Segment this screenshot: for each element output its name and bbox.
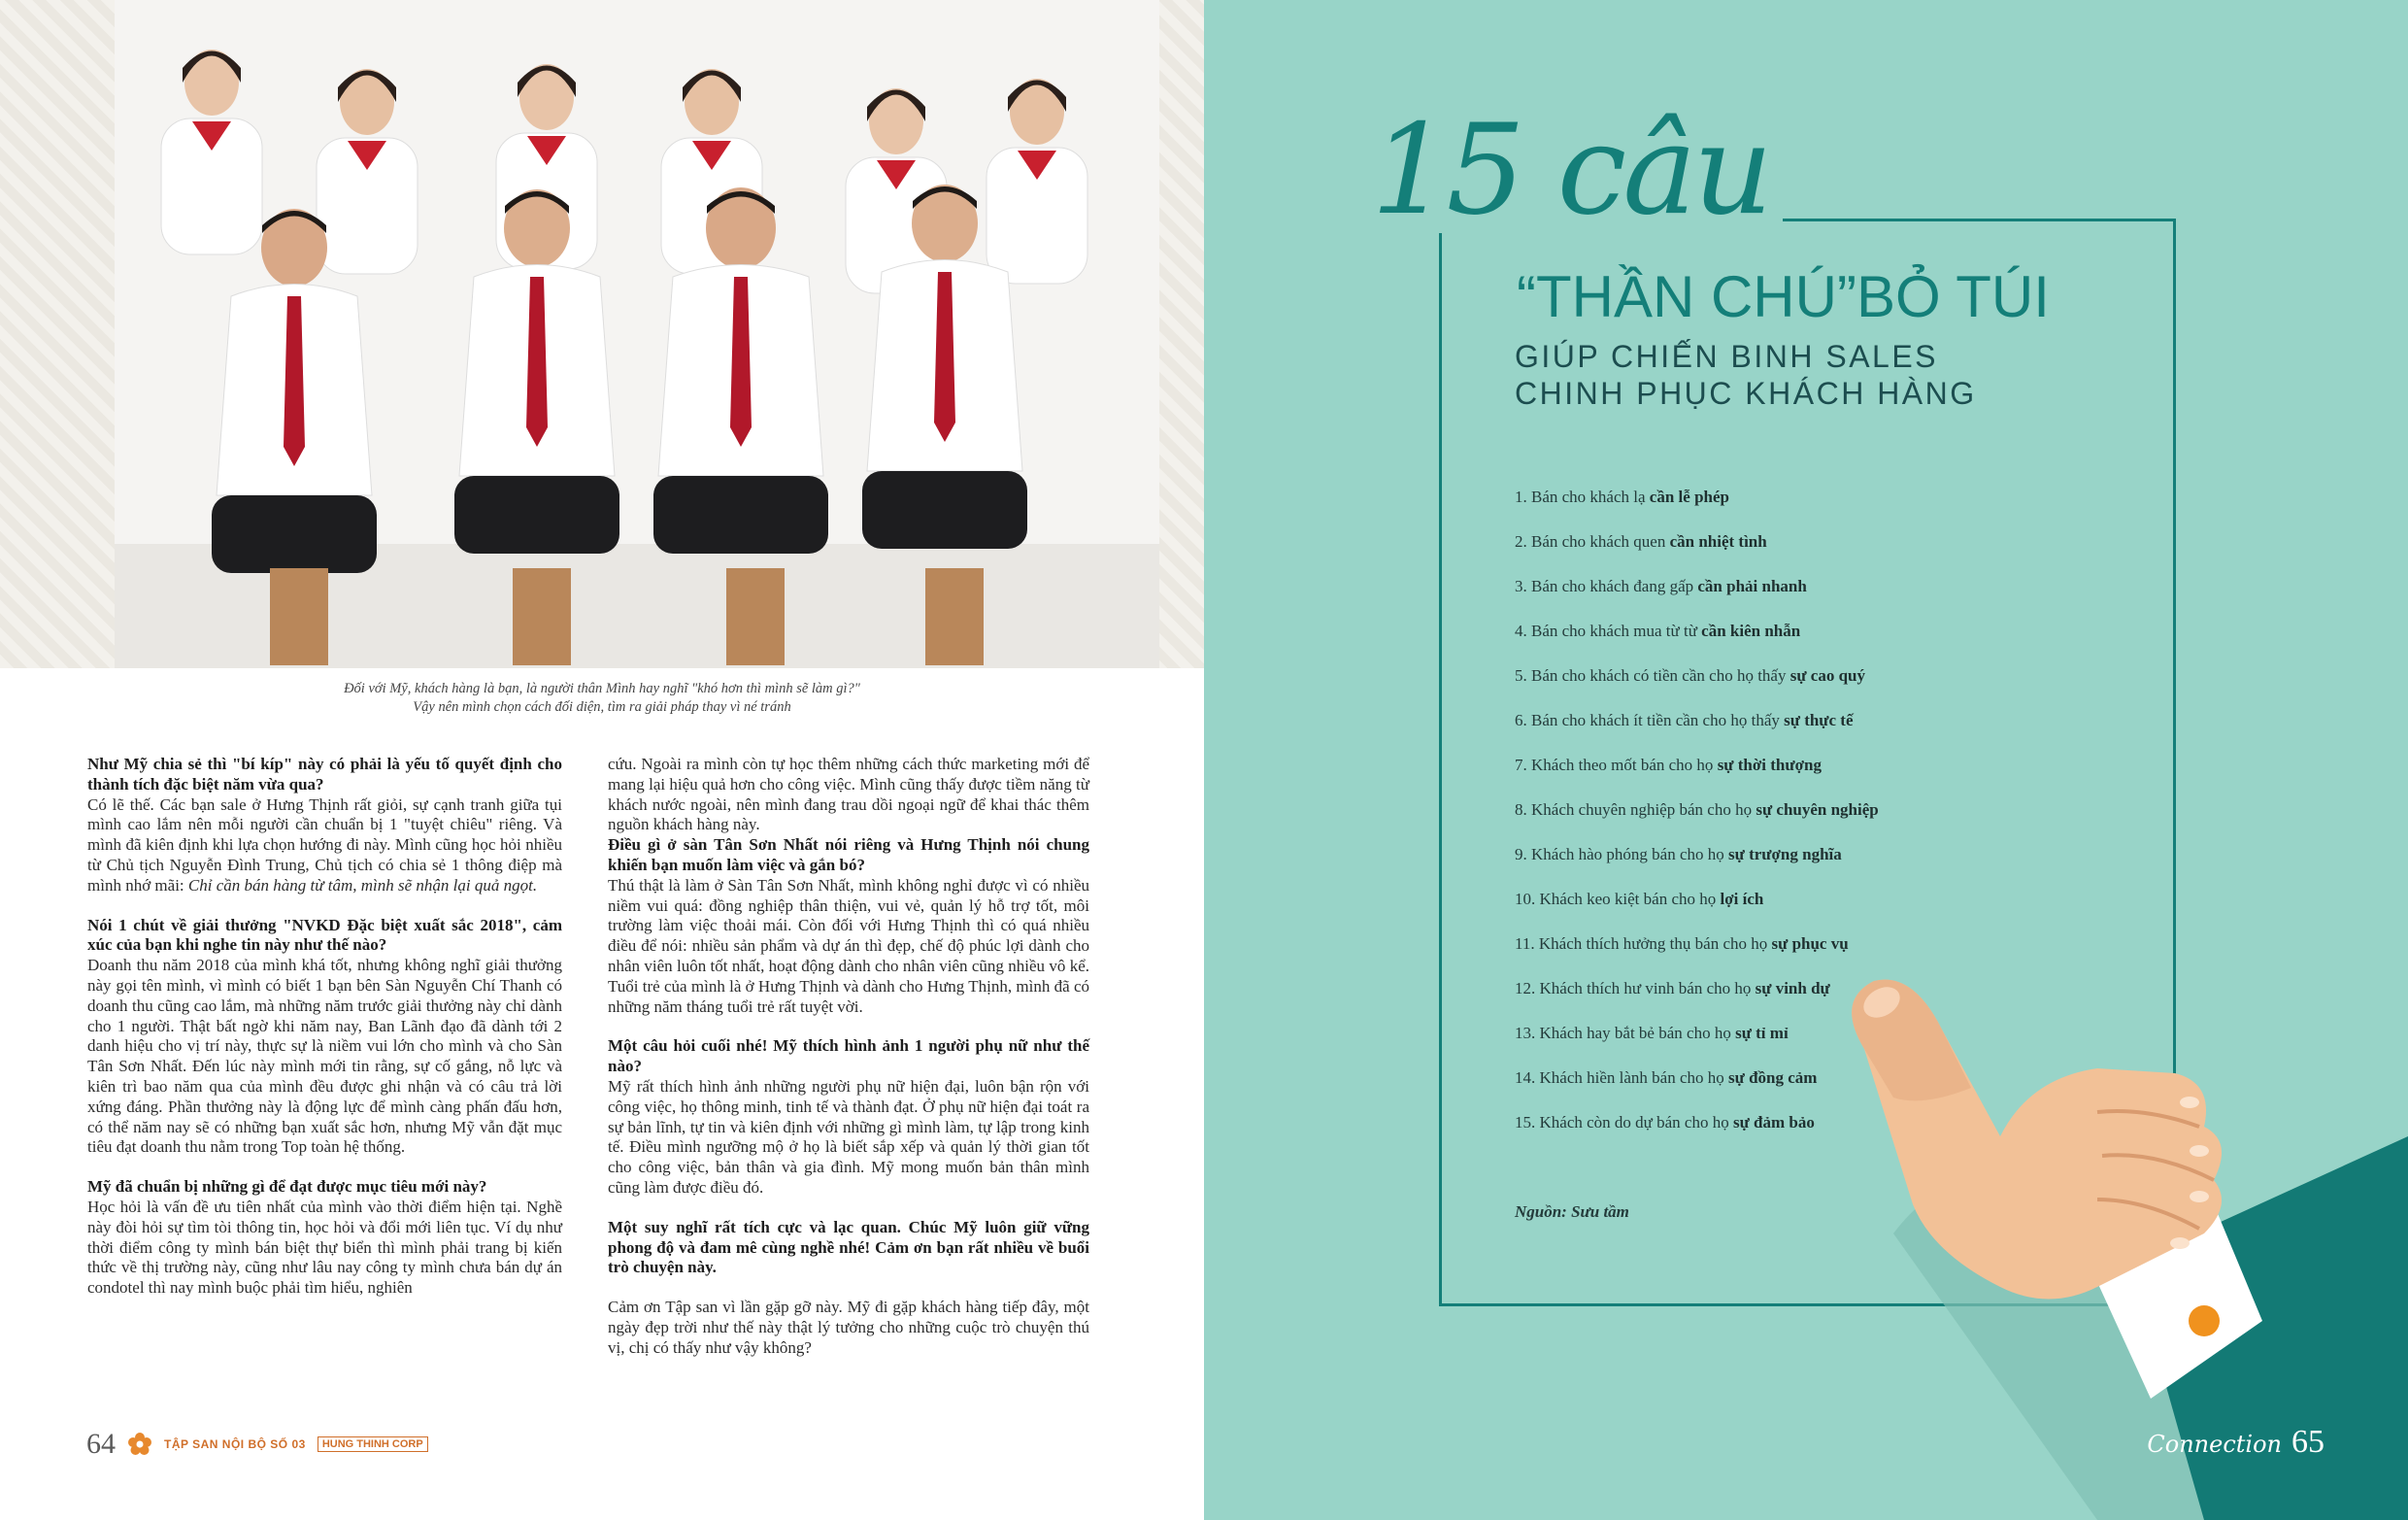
closing-statement: Một suy nghĩ rất tích cực và lạc quan. Chúc Mỹ luôn giữ vững phong độ và đam mê cùng nghề nhé! Cảm ơn bạn rất nhiều về buổi trò chuyện này. <box>608 1217 1089 1277</box>
question-5: Một câu hỏi cuối nhé! Mỹ thích hình ảnh 1 người phụ nữ như thế nào? <box>608 1036 1089 1076</box>
tip-prefix: 11. Khách thích hưởng thụ bán cho họ <box>1515 934 1772 953</box>
right-page <box>1204 0 2408 1520</box>
question-2: Nói 1 chút về giải thưởng "NVKD Đặc biệt xuất sắc 2018", cảm xúc của bạn khi nghe tin này như thế nào? <box>87 915 562 955</box>
tip-item <box>1515 709 2097 754</box>
tip-prefix: 2. Bán cho khách quen <box>1515 532 1670 551</box>
tip-prefix: 10. Khách keo kiệt bán cho họ <box>1515 890 1721 908</box>
tip-highlight: sự đồng cảm <box>1728 1068 1818 1087</box>
answer-3: Học hỏi là vấn đề ưu tiên nhất của mình vào thời điểm hiện tại. Nghề này đòi hỏi sự tìm tòi thông tin, học hỏi và đổi mới liên tục. Ví dụ như thời điểm công ty mình bán biệt thự biển thì mình phải trang bị kiến thức về thị trường này, cũng như lâu nay công ty mình chưa bán dự án condotel thì nay mình buộc phải tìm hiểu, nghiên <box>87 1197 562 1298</box>
publication-name: TẬP SAN NỘI BỘ SỐ 03 <box>164 1437 306 1451</box>
tip-item <box>1515 754 2097 798</box>
tip-highlight: sự đảm bảo <box>1732 1113 1815 1132</box>
tip-highlight: sự vinh dự <box>1755 979 1830 997</box>
photo-caption <box>291 680 913 717</box>
group-photo <box>115 0 1159 668</box>
tip-highlight: sự cao quý <box>1789 666 1865 685</box>
tip-prefix: 6. Bán cho khách ít tiền cần cho họ thấy <box>1515 711 1785 729</box>
page-number-left: 64 <box>86 1428 116 1460</box>
tip-highlight: sự thực tế <box>1784 711 1854 729</box>
source-note: Nguồn: Sưu tầm <box>1515 1202 1629 1221</box>
tip-highlight: sự tỉ mỉ <box>1735 1024 1789 1042</box>
article-column-2 <box>608 755 1089 1359</box>
tip-prefix: 14. Khách hiền lành bán cho họ <box>1515 1068 1728 1087</box>
title-number: 15 câu <box>1371 109 1783 233</box>
answer-1 <box>87 795 562 896</box>
tip-prefix: 8. Khách chuyên nghiệp bán cho họ <box>1515 800 1756 819</box>
tip-item <box>1515 798 2097 843</box>
title-subtitle <box>1515 338 1987 412</box>
tip-item <box>1515 575 2097 620</box>
tip-highlight: cần kiên nhẫn <box>1701 622 1801 640</box>
photo-frame <box>0 0 1204 668</box>
tip-prefix: 15. Khách còn do dự bán cho họ <box>1515 1113 1733 1132</box>
brand-name: HUNG THINH CORP <box>318 1436 428 1452</box>
title-main: “THẦN CHÚ”BỎ TÚI <box>1507 268 2059 326</box>
tip-item <box>1515 486 2097 530</box>
right-footer <box>2147 1424 2324 1461</box>
question-1: Như Mỹ chia sẻ thì "bí kíp" này có phải là yếu tố quyết định cho thành tích đặc biệt năm vừa qua? <box>87 755 562 794</box>
answer-1-quote: Chỉ cần bán hàng từ tâm, mình sẽ nhận lại quả ngọt. <box>187 875 538 895</box>
page-number-right: 65 <box>2291 1424 2324 1460</box>
tip-item <box>1515 843 2097 888</box>
tip-prefix: 13. Khách hay bắt bẻ bán cho họ <box>1515 1024 1736 1042</box>
answer-5: Mỹ rất thích hình ảnh những người phụ nữ hiện đại, luôn bận rộn với công việc, họ thông minh, tinh tế và thành đạt. Ở phụ nữ hiện đại toát ra sự bản lĩnh, tự tin và kiên định với những gì mình làm, tự lập trong kinh tế. Điều mình ngưỡng mộ ở họ là biết sắp xếp và quản lý thời gian tốt cho công việc, bản thân và gia đình. Mỹ mong muốn bản thân mình cũng làm được điều đó. <box>608 1076 1089 1197</box>
subtitle-line-2: CHINH PHỤC KHÁCH HÀNG <box>1515 376 1977 411</box>
group-photo-illustration <box>115 0 1159 668</box>
tip-highlight: sự trượng nghĩa <box>1728 845 1842 863</box>
caption-line-2: Vậy nên mình chọn cách đối diện, tìm ra giải pháp thay vì né tránh <box>413 699 791 715</box>
tip-prefix: 3. Bán cho khách đang gấp <box>1515 577 1698 595</box>
answer-4: Thú thật là làm ở Sàn Tân Sơn Nhất, mình không nghỉ được vì có nhiều niềm vui quá: đồng nghiệp thân thiện, vui vẻ, quản lý hỗ trợ tốt, môi trường làm việc thoải mái. Còn đối với Hưng Thịnh thì có quá nhiều điều để nói: nhiều sản phẩm và dự án thì đẹp, chế độ phúc lợi dành cho nhân viên luôn tốt nhất, hoạt động dành cho nhân viên cũng nhiều vô kể. Tuổi trẻ của mình là ở Hưng Thịnh và dành cho Hưng Thịnh, mình đã có những năm tháng tuổi trẻ rất tuyệt vời. <box>608 875 1089 1016</box>
tip-prefix: 4. Bán cho khách mua từ từ <box>1515 622 1702 640</box>
article-column-1 <box>87 755 562 1299</box>
tip-prefix: 12. Khách thích hư vinh bán cho họ <box>1515 979 1756 997</box>
tip-highlight: cần phải nhanh <box>1697 577 1807 595</box>
answer-1-text: Có lẽ thế. Các bạn sale ở Hưng Thịnh rất giỏi, sự cạnh tranh giữa tụi mình cao lắm nên mỗi người cần chuẩn bị 1 "tuyệt chiêu" riêng. Và mình đã kiên định khi lựa chọn hướng đi này. Mình cũng học hỏi nhiều từ Chủ tịch Nguyễn Đình Trung, Chủ tịch có chia sẻ 1 thông điệp mà mình nhớ mãi: <box>87 794 562 895</box>
subtitle-line-1: GIÚP CHIẾN BINH SALES <box>1515 339 1939 374</box>
tip-highlight: sự chuyên nghiệp <box>1756 800 1879 819</box>
tip-highlight: sự phục vụ <box>1771 934 1849 953</box>
question-4: Điều gì ở sàn Tân Sơn Nhất nói riêng và Hưng Thịnh nói chung khiến bạn muốn làm việc và gắn bó? <box>608 835 1089 874</box>
tip-prefix: 5. Bán cho khách có tiền cần cho họ thấy <box>1515 666 1790 685</box>
tip-item <box>1515 530 2097 575</box>
left-footer <box>86 1428 428 1461</box>
tip-item <box>1515 620 2097 664</box>
tip-item <box>1515 664 2097 709</box>
question-3: Mỹ đã chuẩn bị những gì để đạt được mục tiêu mới này? <box>87 1177 487 1197</box>
answer-2: Doanh thu năm 2018 của mình khá tốt, nhưng không nghĩ giải thưởng này gọi tên mình, vì mình có biết 1 bạn bên Sàn Nguyễn Chí Thanh có doanh thu cũng cao lắm, mà những năm trước giải thưởng này chỉ dành cho 1 người. Thật bất ngờ khi năm nay, Ban Lãnh đạo đã dành tới 2 danh hiệu cho vị trí này, thực sự là niềm vui lớn cho mình và cho Sàn Tân Sơn Nhất. Đến lúc này mình mới tin rằng, sự cố gắng, nỗ lực và kiên trì bao năm qua của mình đều được ghi nhận và có câu trả lời xứng đáng. Phần thưởng này là động lực để mình càng phấn đấu hơn, có thể năm nay sẽ có những bạn xuất sắc hơn, nhưng Mỹ vẫn đặt mục tiêu đạt doanh thu nằm trong Top toàn hệ thống. <box>87 956 562 1157</box>
tip-highlight: cần nhiệt tình <box>1669 532 1767 551</box>
tip-highlight: lợi ích <box>1720 890 1764 908</box>
tip-prefix: 1. Bán cho khách lạ <box>1515 488 1650 506</box>
connection-logo: Connection <box>2147 1431 2282 1458</box>
tip-prefix: 9. Khách hào phóng bán cho họ <box>1515 845 1729 863</box>
tip-highlight: cần lễ phép <box>1649 488 1729 506</box>
closing-reply: Cảm ơn Tập san vì lần gặp gỡ này. Mỹ đi gặp khách hàng tiếp đây, một ngày đẹp trời như thế này thật lý tưởng cho những cuộc trò chuyện thú vị, chị có thấy như vậy không? <box>608 1298 1089 1357</box>
flower-logo-icon <box>127 1432 152 1457</box>
tip-highlight: sự thời thượng <box>1717 756 1822 774</box>
tip-prefix: 7. Khách theo mốt bán cho họ <box>1515 756 1718 774</box>
caption-line-1: Đối với Mỹ, khách hàng là bạn, là người thân Mình hay nghĩ "khó hơn thì mình sẽ làm gì?" <box>344 681 860 696</box>
answer-3-continued: cứu. Ngoài ra mình còn tự học thêm những cách thức marketing mới để mang lại hiệu quả hơn cho công việc. Mình cũng thấy được tiềm năng từ khách nước ngoài, nên mình đang trau dồi ngoại ngữ để khai thác thêm nguồn khách hàng này. <box>608 755 1089 834</box>
